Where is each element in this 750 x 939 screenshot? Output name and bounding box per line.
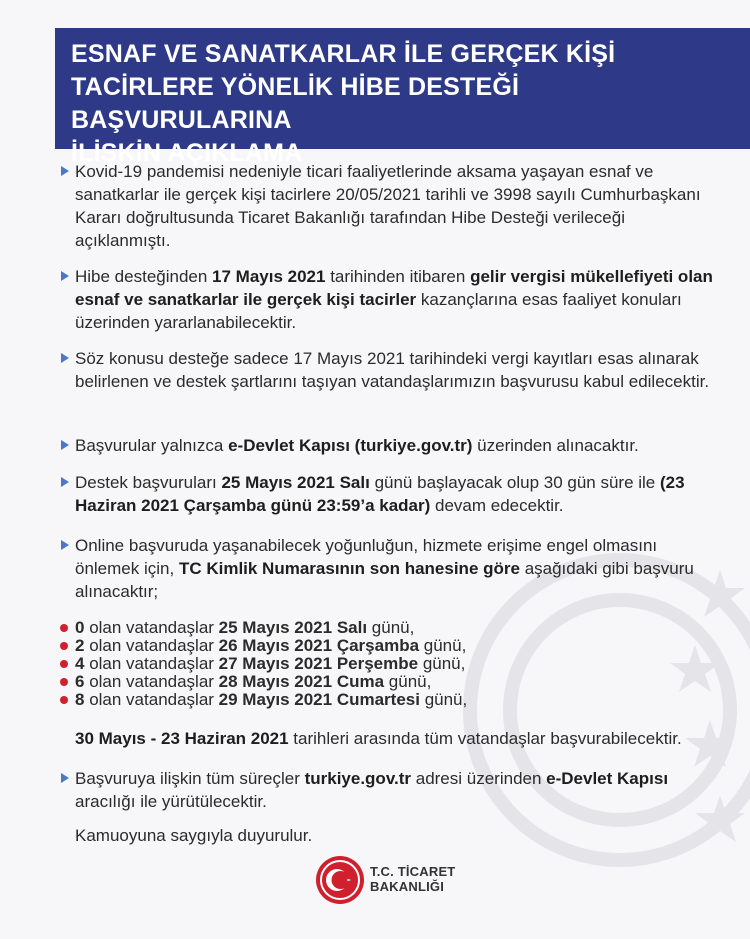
bold-span: 30 Mayıs - 23 Haziran 2021: [75, 729, 289, 748]
paragraph-7: [75, 767, 715, 813]
text-span: devam edecektir.: [430, 496, 564, 515]
schedule-item: [75, 691, 695, 709]
ministry-name: [370, 864, 455, 894]
bold-span: e-Devlet Kapısı: [546, 769, 669, 788]
bold-span: TC Kimlik Numarasının son hanesine göre: [178, 559, 520, 578]
id-digit: 6: [75, 672, 85, 691]
paragraph-2: [75, 265, 715, 334]
schedule-item: [75, 655, 695, 673]
chevron-right-icon: [59, 270, 71, 282]
paragraph-3-text: Söz konusu desteğe sadece 17 Mayıs 2021 tarihindeki vergi kayıtları esas alınarak belirlenen ve destek şartlarını taşıyan vatandaşlarımızın başvurusu kabul edilecektir.: [75, 349, 710, 391]
text-span: günü,: [419, 636, 467, 655]
text-span: Online başvuruda yaşanabilecek yoğunluğun, hizmete erişime engel olmasını önlemek için,: [75, 536, 658, 578]
bold-span: 25 Mayıs 2021 Salı: [221, 473, 370, 492]
text-span: olan vatandaşlar: [84, 654, 219, 673]
text-span: aşağıdaki gibi başvuru alınacaktır;: [75, 559, 694, 601]
schedule-date: 29 Mayıs 2021 Cumartesi: [218, 690, 420, 709]
bold-span: e-Devlet Kapısı (turkiye.gov.tr): [228, 436, 473, 455]
bold-span: (23 Haziran 2021 Çarşamba günü 23:59’a kadar): [75, 473, 685, 515]
list-bullet-icon: [60, 642, 68, 650]
id-digit: 4: [75, 654, 85, 673]
ministry-logo-icon: [314, 854, 366, 906]
schedule-item: [75, 619, 695, 637]
text-span: günü,: [384, 672, 432, 691]
chevron-right-icon: [59, 352, 71, 364]
text-span: olan vatandaşlar: [84, 672, 219, 691]
text-span: adresi üzerinden: [411, 769, 547, 788]
list-bullet-icon: [60, 624, 68, 632]
schedule-date: 28 Mayıs 2021 Cuma: [218, 672, 385, 691]
list-bullet-icon: [60, 660, 68, 668]
text-span: günü,: [419, 690, 468, 709]
text-span: Başvurular yalnızca: [75, 436, 229, 455]
paragraph-5: [75, 471, 715, 517]
id-digit: 0: [75, 618, 85, 637]
list-bullet-icon: [60, 678, 68, 686]
title-line-1: ESNAF VE SANATKARLAR İLE GERÇEK KİŞİ: [71, 40, 616, 68]
text-span: Destek başvuruları: [75, 473, 222, 492]
text-span: aracılığı ile yürütülecektir.: [75, 792, 267, 811]
paragraph-1-text: Kovid-19 pandemisi nedeniyle ticari faaliyetlerinde aksama yaşayan esnaf ve sanatkarlar ile gerçek kişi tacirlere 20/05/2021 tarihli ve 3998 sayılı Cumhurbaşkanı Kararı doğrultusunda Ticaret Bakanlığı tarafından Hibe Desteği verileceği açıklanmıştı.: [75, 162, 701, 250]
text-span: olan vatandaşlar: [84, 618, 219, 637]
text-span: Başvuruya ilişkin tüm süreçler: [75, 769, 305, 788]
text-span: günü başlayacak olup 30 gün süre ile: [369, 473, 660, 492]
page-title: [71, 38, 741, 170]
chevron-right-icon: [59, 772, 71, 784]
text-span: tarihinden itibaren: [325, 267, 471, 286]
list-bullet-icon: [60, 696, 68, 704]
text-span: olan vatandaşlar: [84, 690, 219, 709]
text-span: kazançlarına esas faaliyet konuları üzerinden yararlanabilecektir.: [75, 290, 682, 332]
text-span: Hibe desteğinden: [75, 267, 213, 286]
id-digit: 8: [75, 690, 85, 709]
schedule-date: 25 Mayıs 2021 Salı: [218, 618, 368, 637]
bold-span: turkiye.gov.tr: [304, 769, 412, 788]
text-span: tarihleri arasında tüm vatandaşlar başvurabilecektir.: [288, 729, 682, 748]
schedule-item: [75, 673, 695, 691]
id-digit: 2: [75, 636, 85, 655]
all-citizens-note: [75, 727, 715, 750]
bold-span: gelir vergisi mükellefiyeti olan esnaf ve sanatkarlar ile gerçek kişi tacirler: [75, 267, 713, 309]
title-line-3: İLİŞKİN AÇIKLAMA: [71, 139, 303, 167]
chevron-right-icon: [59, 476, 71, 488]
header-banner: [55, 28, 750, 167]
text-span: günü,: [367, 618, 415, 637]
chevron-right-icon: [59, 439, 71, 451]
paragraph-6: [75, 534, 715, 603]
chevron-right-icon: [59, 165, 71, 177]
ministry-name-line-2: BAKANLIĞI: [370, 879, 445, 894]
schedule-item: [75, 637, 695, 655]
schedule-date: 27 Mayıs 2021 Perşembe: [218, 654, 419, 673]
closing-text: Kamuoyuna saygıyla duyurulur.: [75, 826, 313, 845]
ministry-name-line-1: T.C. TİCARET: [370, 864, 456, 879]
paragraph-4: [75, 434, 715, 457]
text-span: üzerinden alınacaktır.: [472, 436, 639, 455]
title-line-2: TACİRLERE YÖNELİK HİBE DESTEĞİ BAŞVURULARINA: [71, 73, 520, 134]
text-span: olan vatandaşlar: [84, 636, 219, 655]
paragraph-1: [75, 160, 715, 252]
bold-span: 17 Mayıs 2021: [212, 267, 326, 286]
chevron-right-icon: [59, 539, 71, 551]
paragraph-3: [75, 347, 715, 393]
text-span: günü,: [418, 654, 466, 673]
schedule-date: 26 Mayıs 2021 Çarşamba: [218, 636, 420, 655]
